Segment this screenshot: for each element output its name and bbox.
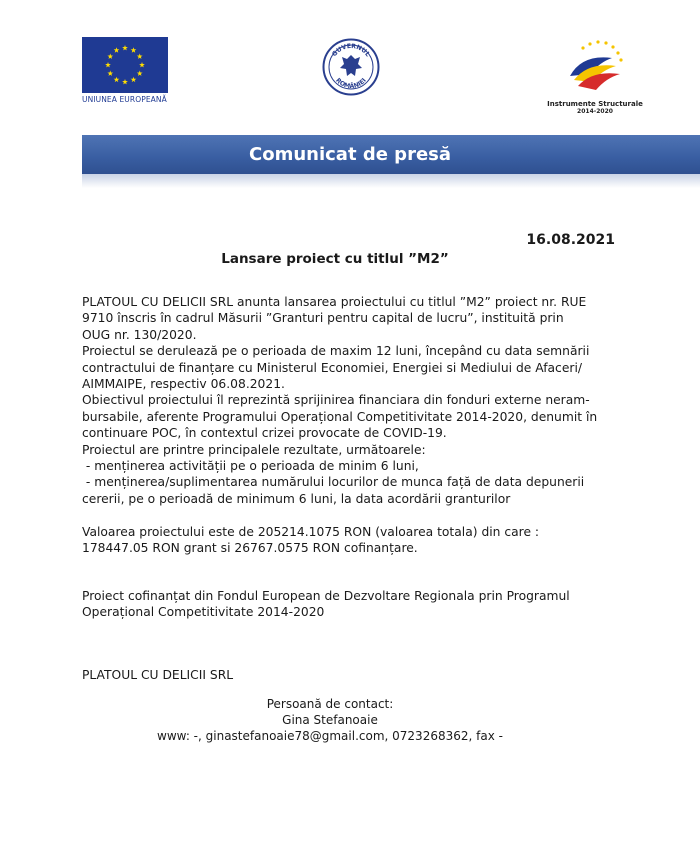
body-line: PLATOUL CU DELICII SRL anunta lansarea proiectului cu titlul ”M2” proiect nr. RUE bbox=[82, 295, 587, 309]
body-line: Obiectivul proiectului îl reprezintă sprijinirea financiara din fonduri externe neram- bbox=[82, 393, 590, 408]
body-line: 9710 înscris în cadrul Măsurii ”Granturi pentru capital de lucru”, instituită prin bbox=[82, 311, 564, 326]
contact-name: Gina Stefanoaie bbox=[282, 713, 378, 727]
press-release-banner bbox=[82, 135, 700, 174]
structural-instruments-logo bbox=[545, 36, 645, 115]
document-title-wrap bbox=[0, 251, 700, 267]
cofinance-line: Operațional Competitivitate 2014-2020 bbox=[82, 605, 325, 620]
svg-text:GUVERNUL: GUVERNUL bbox=[330, 42, 372, 59]
body-line: Proiectul are printre principalele rezultate, următoarele: bbox=[82, 442, 426, 457]
company-signature: PLATOUL CU DELICII SRL bbox=[82, 668, 234, 682]
eu-flag-icon bbox=[82, 37, 168, 93]
cofinance-note bbox=[82, 588, 627, 621]
banner-title: Comunicat de presă bbox=[249, 144, 452, 165]
body-line: AIMMAIPE, respectiv 06.08.2021. bbox=[82, 377, 285, 392]
structural-instruments-logo-icon bbox=[560, 36, 630, 94]
body-line: contractului de finanțare cu Ministerul Economiei, Energiei si Mediului de Afaceri/ bbox=[82, 360, 582, 375]
document-date: 16.08.2021 bbox=[526, 232, 615, 248]
body-line: continuare POC, în contextul crizei provocate de COVID-19. bbox=[82, 426, 447, 441]
structural-caption: Instrumente Structurale bbox=[547, 100, 643, 108]
romanian-government-seal-icon bbox=[322, 38, 380, 96]
value-line: 178447.05 RON grant si 26767.0575 RON cofinanțare. bbox=[82, 541, 418, 556]
eu-caption: UNIUNEA EUROPEANĂ bbox=[82, 95, 167, 104]
body-line: - menținerea activității pe o perioada de minim 6 luni, bbox=[82, 459, 419, 474]
eu-logo bbox=[82, 37, 168, 104]
project-value bbox=[82, 524, 627, 557]
body-line: OUG nr. 130/2020. bbox=[82, 327, 197, 342]
structural-years: 2014-2020 bbox=[577, 108, 613, 115]
cofinance-line: Proiect cofinanțat din Fondul European de Dezvoltare Regionala prin Programul bbox=[82, 589, 570, 603]
contact-block bbox=[0, 696, 700, 744]
value-line: Valoarea proiectului este de 205214.1075 RON (valoarea totala) din care : bbox=[82, 525, 540, 539]
body-line: bursabile, aferente Programului Operațional Competitivitate 2014-2020, denumit în bbox=[82, 409, 598, 424]
banner-shadow bbox=[82, 174, 700, 188]
body-line: - menținerea/suplimentarea numărului locurilor de munca față de data depunerii bbox=[82, 475, 585, 490]
contact-label: Persoană de contact: bbox=[266, 697, 394, 711]
body-line: cererii, pe o perioadă de minimum 6 luni, la data acordării granturilor bbox=[82, 491, 511, 506]
svg-text:ROMÂNIEI: ROMÂNIEI bbox=[334, 77, 368, 91]
contact-details: www: -, ginastefanoaie78@gmail.com, 0723268362, fax - bbox=[157, 729, 503, 743]
main-body bbox=[82, 294, 627, 507]
body-line: Proiectul se derulează pe o perioada de maxim 12 luni, începând cu data semnării bbox=[82, 344, 590, 359]
document-title: Lansare proiect cu titlul ”M2” bbox=[221, 251, 449, 267]
